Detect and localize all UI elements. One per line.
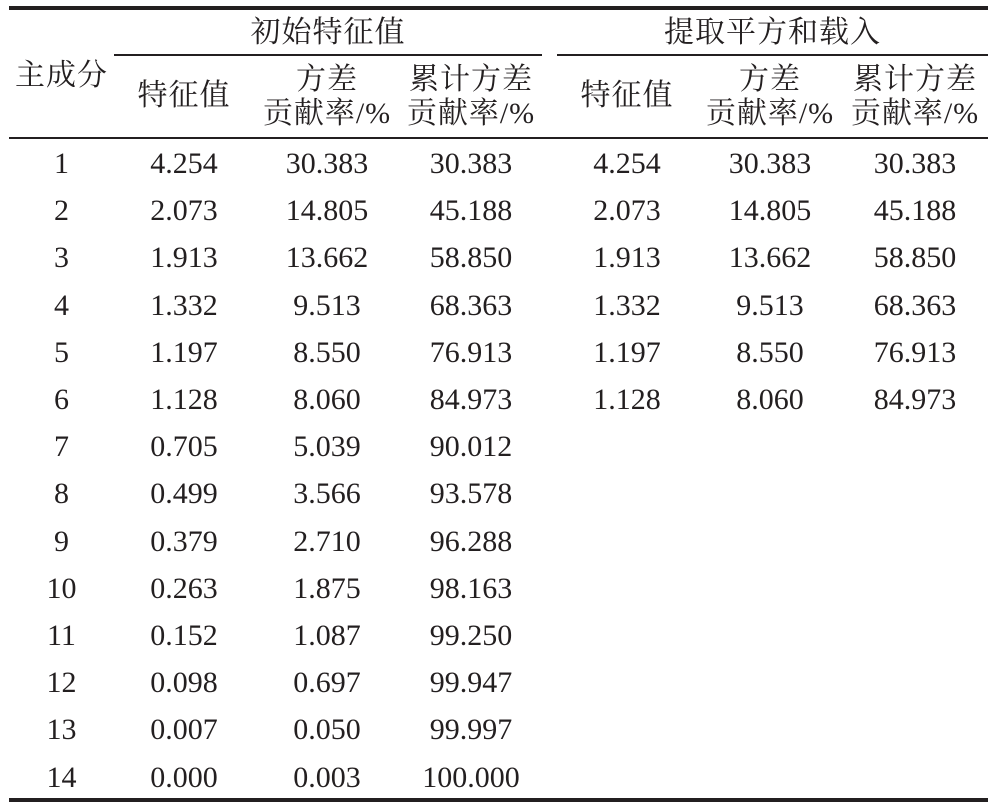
extracted-cumulative-cell: 45.188	[873, 194, 957, 227]
extracted-eigenvalue-cell: 1.197	[593, 336, 661, 369]
initial-variance-cell: 8.060	[293, 383, 361, 416]
initial-cumulative-cell: 99.997	[429, 713, 513, 746]
initial-variance-cell: 1.087	[293, 619, 361, 652]
initial-cumulative-cell: 99.947	[429, 666, 513, 699]
initial-variance-cell: 13.662	[285, 241, 369, 274]
initial-eigenvalue-cell: 1.197	[150, 336, 218, 369]
header-initial-eigenvalue: 特征值	[137, 79, 231, 112]
extracted-variance-cell: 8.550	[736, 336, 804, 369]
header-extracted-variance-line2: 贡献率/%	[705, 97, 835, 130]
initial-eigenvalue-cell: 1.128	[150, 383, 218, 416]
initial-eigenvalue-cell: 2.073	[150, 194, 218, 227]
header-extracted-cumulative-line1: 累计方差	[853, 63, 977, 96]
extracted-variance-cell: 8.060	[736, 383, 804, 416]
initial-variance-cell: 30.383	[285, 147, 369, 180]
extracted-eigenvalue-cell: 1.913	[593, 241, 661, 274]
header-initial-variance-line2: 贡献率/%	[262, 97, 392, 130]
header-extracted-cumulative-line2: 贡献率/%	[850, 97, 980, 130]
extracted-variance-cell: 14.805	[728, 194, 812, 227]
initial-cumulative-cell: 96.288	[429, 525, 513, 558]
initial-variance-cell: 8.550	[293, 336, 361, 369]
initial-cumulative-cell: 30.383	[429, 147, 513, 180]
extracted-eigenvalue-cell: 2.073	[593, 194, 661, 227]
extracted-cumulative-cell: 30.383	[873, 147, 957, 180]
initial-eigenvalue-cell: 1.332	[150, 289, 218, 322]
initial-variance-cell: 3.566	[293, 477, 361, 510]
component-cell: 6	[54, 383, 69, 416]
group-underline-extracted	[557, 54, 988, 56]
initial-eigenvalue-cell: 0.000	[150, 761, 218, 794]
header-initial-cumulative-line2: 贡献率/%	[406, 97, 536, 130]
initial-variance-cell: 0.697	[293, 666, 361, 699]
extracted-variance-cell: 9.513	[736, 289, 804, 322]
initial-eigenvalue-cell: 0.499	[150, 477, 218, 510]
extracted-eigenvalue-cell: 4.254	[593, 147, 661, 180]
extracted-cumulative-cell: 68.363	[873, 289, 957, 322]
initial-variance-cell: 0.003	[293, 761, 361, 794]
component-cell: 9	[54, 525, 69, 558]
header-component: 主成分	[15, 59, 108, 92]
initial-variance-cell: 9.513	[293, 289, 361, 322]
initial-eigenvalue-cell: 1.913	[150, 241, 218, 274]
component-cell: 8	[54, 477, 69, 510]
initial-cumulative-cell: 100.000	[422, 761, 520, 794]
initial-cumulative-cell: 98.163	[429, 572, 513, 605]
component-cell: 5	[54, 336, 69, 369]
header-initial-variance-line1: 方差	[296, 63, 358, 96]
component-cell: 14	[46, 761, 77, 794]
initial-cumulative-cell: 84.973	[429, 383, 513, 416]
extracted-cumulative-cell: 76.913	[873, 336, 957, 369]
initial-cumulative-cell: 90.012	[429, 430, 513, 463]
header-extracted-variance-line1: 方差	[739, 63, 801, 96]
initial-cumulative-cell: 45.188	[429, 194, 513, 227]
initial-variance-cell: 1.875	[293, 572, 361, 605]
initial-cumulative-cell: 68.363	[429, 289, 513, 322]
initial-variance-cell: 2.710	[293, 525, 361, 558]
component-cell: 13	[46, 713, 77, 746]
initial-eigenvalue-cell: 0.705	[150, 430, 218, 463]
extracted-variance-cell: 30.383	[728, 147, 812, 180]
header-group-extracted: 提取平方和载入	[664, 16, 881, 49]
top-rule	[9, 6, 988, 10]
initial-cumulative-cell: 58.850	[429, 241, 513, 274]
extracted-eigenvalue-cell: 1.332	[593, 289, 661, 322]
header-bottom-rule	[9, 137, 988, 139]
component-cell: 4	[54, 289, 69, 322]
extracted-cumulative-cell: 84.973	[873, 383, 957, 416]
group-underline-initial	[114, 54, 542, 56]
component-cell: 12	[46, 666, 77, 699]
initial-variance-cell: 5.039	[293, 430, 361, 463]
initial-eigenvalue-cell: 0.379	[150, 525, 218, 558]
initial-cumulative-cell: 93.578	[429, 477, 513, 510]
bottom-rule	[9, 798, 988, 802]
initial-eigenvalue-cell: 0.007	[150, 713, 218, 746]
initial-variance-cell: 14.805	[285, 194, 369, 227]
component-cell: 2	[54, 194, 69, 227]
component-cell: 1	[54, 147, 69, 180]
header-extracted-eigenvalue: 特征值	[580, 79, 674, 112]
header-initial-cumulative-line1: 累计方差	[409, 63, 533, 96]
component-cell: 10	[46, 572, 77, 605]
initial-cumulative-cell: 76.913	[429, 336, 513, 369]
initial-eigenvalue-cell: 0.098	[150, 666, 218, 699]
component-cell: 7	[54, 430, 69, 463]
extracted-cumulative-cell: 58.850	[873, 241, 957, 274]
extracted-variance-cell: 13.662	[728, 241, 812, 274]
initial-eigenvalue-cell: 0.263	[150, 572, 218, 605]
initial-eigenvalue-cell: 4.254	[150, 147, 218, 180]
initial-cumulative-cell: 99.250	[429, 619, 513, 652]
component-cell: 3	[54, 241, 69, 274]
component-cell: 11	[47, 619, 76, 652]
header-group-initial: 初始特征值	[250, 16, 406, 49]
extracted-eigenvalue-cell: 1.128	[593, 383, 661, 416]
initial-variance-cell: 0.050	[293, 713, 361, 746]
initial-eigenvalue-cell: 0.152	[150, 619, 218, 652]
